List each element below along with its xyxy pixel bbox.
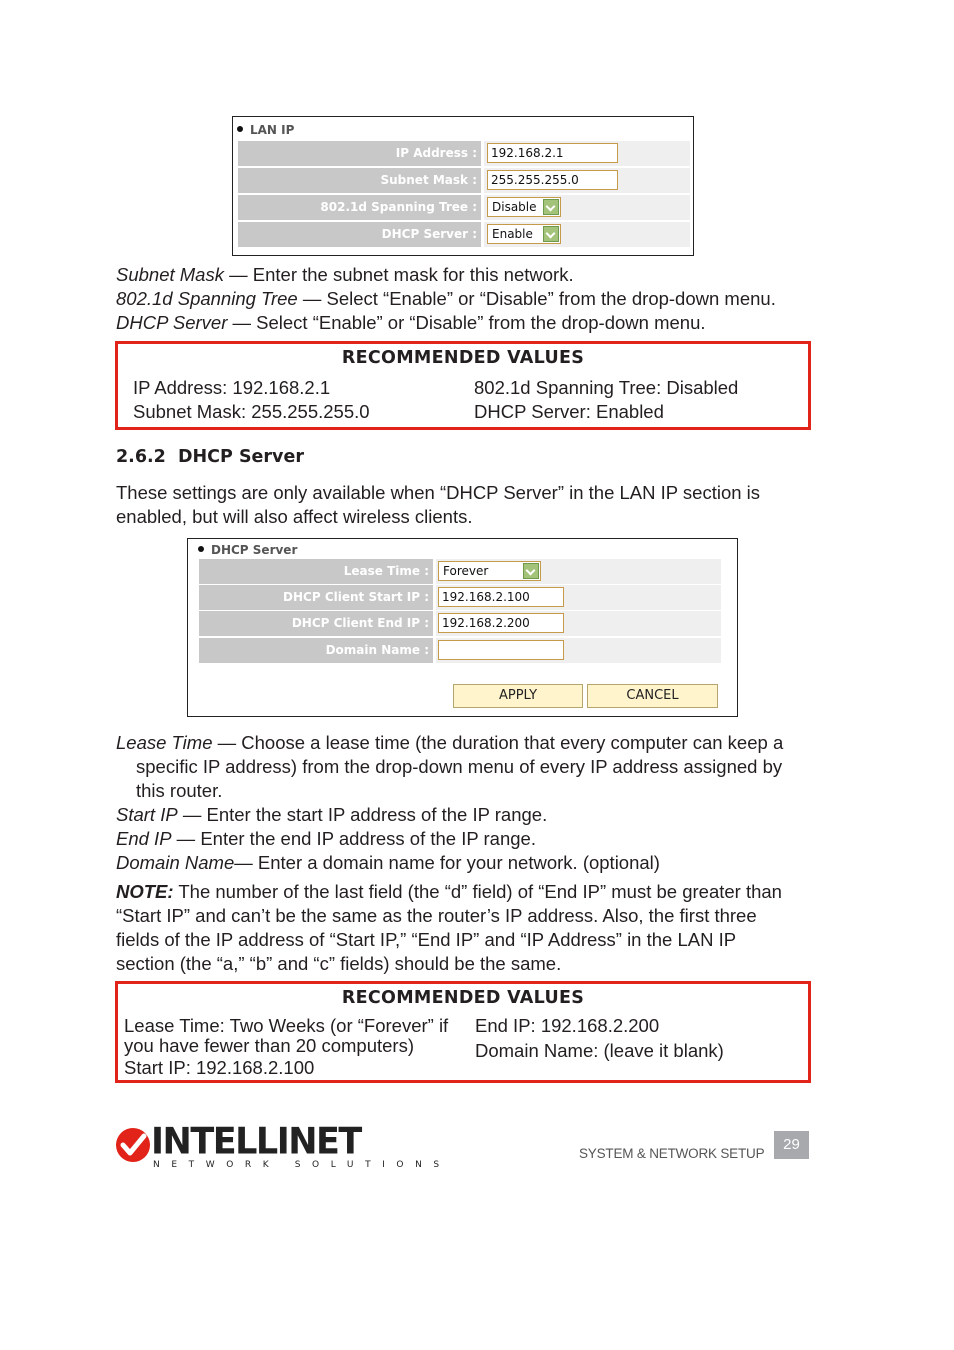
dhcp-row-end-ip (199, 611, 721, 636)
recommended-values-box-lan (115, 341, 811, 430)
start-ip-description: Start IP — Enter the start IP address of the IP range. (116, 804, 548, 825)
dhcp-server-panel-title: DHCP Server (198, 543, 297, 557)
lan-ip-panel-title: LAN IP (237, 123, 294, 137)
spanning-tree-description: 802.1d Spanning Tree — Select “Enable” or “Disable” from the drop-down menu. (116, 288, 776, 309)
rec-end-ip: End IP: 192.168.2.200 (475, 1015, 660, 1036)
lan-row-subnet-mask (238, 168, 690, 193)
bullet-icon (237, 126, 243, 132)
lan-row-spanning-tree (238, 195, 690, 220)
lease-time-description: Lease Time — Choose a lease time (the duration that every computer can keep a specific IP address) from the drop-down menu of every IP address assigned by this router. (116, 732, 784, 801)
chevron-down-icon[interactable] (523, 563, 539, 579)
subnet-mask-description: Subnet Mask — Enter the subnet mask for this network. (116, 264, 574, 285)
rec-lease-time-1: Lease Time: Two Weeks (or “Forever” if (124, 1015, 449, 1036)
page-number: 29 (774, 1131, 809, 1159)
section-intro-line-2: enabled, but will also affect wireless clients. (116, 506, 473, 527)
note-paragraph: NOTE: The number of the last field (the “d” field) of “End IP” must be greater than “Start IP” and can’t be the same as the router’s IP address. Also, the first three fields of the IP address of “Start IP,” “End IP” and “IP Address” in the LAN IP section (the “a,” “b” and “c” fields) should be the same. (116, 881, 782, 974)
rec-domain-name: Domain Name: (leave it blank) (475, 1040, 724, 1061)
dhcp-row-lease-time (199, 559, 721, 584)
dhcp-server-panel (187, 538, 738, 717)
rec-lease-time-2: you have fewer than 20 computers) (124, 1035, 414, 1056)
rec-dhcp-server: DHCP Server: Enabled (474, 401, 664, 422)
start-ip-input[interactable]: 192.168.2.100 (438, 587, 564, 607)
footer-section-name: SYSTEM & NETWORK SETUP (579, 1146, 765, 1161)
chevron-down-icon[interactable] (543, 226, 559, 242)
lan-row-dhcp-server (238, 222, 690, 247)
recommended-values-title: RECOMMENDED VALUES (341, 348, 585, 368)
recommended-values-title: RECOMMENDED VALUES (341, 988, 585, 1008)
subnet-mask-input[interactable]: 255.255.255.0 (487, 170, 618, 190)
dhcp-server-select[interactable]: Enable (487, 224, 561, 244)
subnet-mask-label: Subnet Mask : (238, 168, 481, 193)
lan-ip-panel (232, 116, 694, 256)
dhcp-server-label: DHCP Server : (238, 222, 481, 247)
end-ip-label: DHCP Client End IP : (199, 611, 433, 636)
start-ip-label: DHCP Client Start IP : (199, 585, 433, 610)
logo-tagline: NETWORK SOLUTIONS (153, 1160, 451, 1170)
domain-name-input[interactable] (438, 640, 564, 660)
note-label: NOTE: (116, 881, 174, 902)
domain-name-label: Domain Name : (199, 638, 433, 663)
logo-wordmark: INTELLINET (151, 1121, 361, 1163)
section-intro-line-1: These settings are only available when “DHCP Server” in the LAN IP section is (116, 482, 761, 503)
apply-button[interactable]: APPLY (453, 684, 583, 708)
chevron-down-icon[interactable] (543, 199, 559, 215)
dhcp-server-description: DHCP Server — Select “Enable” or “Disable” from the drop-down menu. (116, 312, 706, 333)
lan-row-ip-address (238, 141, 690, 166)
rec-start-ip: Start IP: 192.168.2.100 (124, 1057, 315, 1078)
end-ip-description: End IP — Enter the end IP address of the IP range. (116, 828, 536, 849)
section-heading: 2.6.2 DHCP Server (116, 447, 304, 467)
domain-name-description: Domain Name— Enter a domain name for your network. (optional) (116, 852, 660, 873)
end-ip-input[interactable]: 192.168.2.200 (438, 613, 564, 633)
dhcp-row-domain-name (199, 638, 721, 663)
ip-address-label: IP Address : (238, 141, 481, 166)
rec-spanning-tree: 802.1d Spanning Tree: Disabled (474, 377, 739, 398)
lease-time-label: Lease Time : (199, 559, 433, 584)
recommended-values-box-dhcp (115, 981, 811, 1083)
dhcp-row-start-ip (199, 585, 721, 610)
intellinet-logo (115, 1121, 451, 1174)
rec-ip-address: IP Address: 192.168.2.1 (133, 377, 331, 398)
spanning-tree-select[interactable]: Disable (487, 197, 561, 217)
bullet-icon (198, 546, 204, 552)
ip-address-input[interactable]: 192.168.2.1 (487, 143, 618, 163)
checkmark-logo-icon (115, 1127, 151, 1163)
spanning-tree-label: 802.1d Spanning Tree : (238, 195, 481, 220)
lease-time-select[interactable]: Forever (438, 561, 541, 581)
rec-subnet-mask: Subnet Mask: 255.255.255.0 (133, 401, 370, 422)
cancel-button[interactable]: CANCEL (587, 684, 718, 708)
